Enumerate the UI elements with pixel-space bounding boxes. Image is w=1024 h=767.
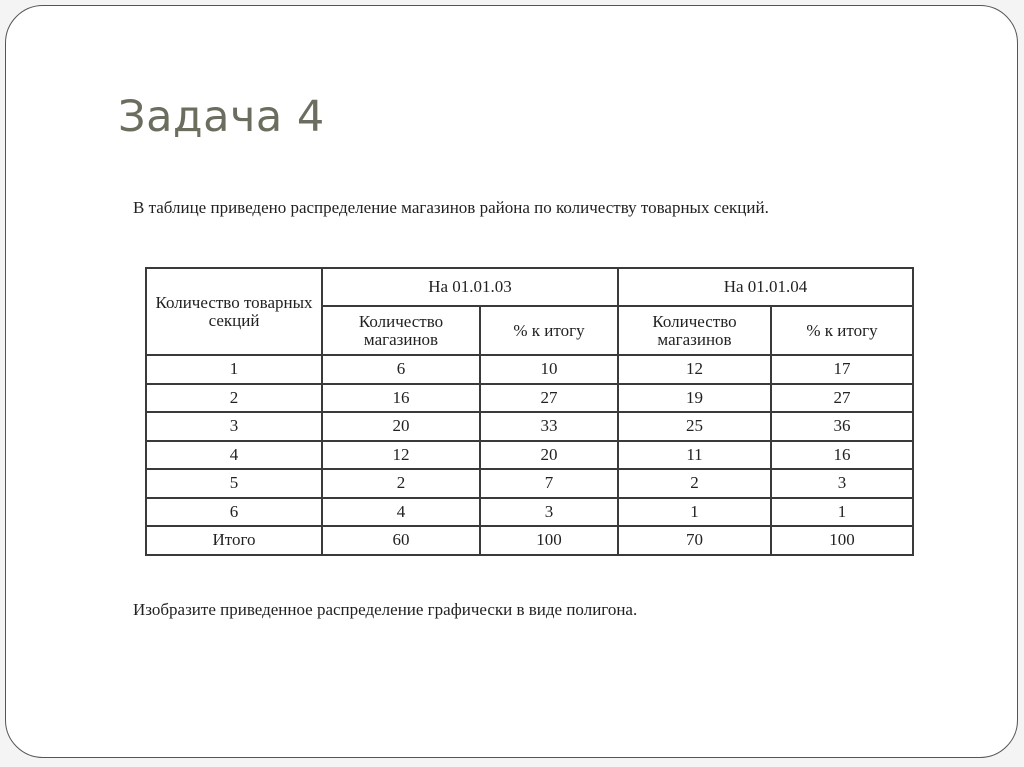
cell-count-2003: 4: [322, 498, 480, 527]
slide-title: Задача 4: [118, 92, 325, 142]
cell-pct-2003: 27: [480, 384, 618, 413]
cell-pct-2004: 27: [771, 384, 913, 413]
cell-sections: 6: [146, 498, 322, 527]
cell-count-2004: 11: [618, 441, 771, 470]
cell-pct-2004: 36: [771, 412, 913, 441]
cell-sections: 1: [146, 355, 322, 384]
cell-sections: 5: [146, 469, 322, 498]
intro-text: В таблице приведено распределение магазинов района по количеству товарных секций.: [133, 198, 769, 217]
task-text: Изобразите приведенное распределение графически в виде полигона.: [133, 600, 638, 619]
cell-sections: 4: [146, 441, 322, 470]
table-header-row: [146, 268, 913, 306]
header-pct-2004: % к итогу: [771, 306, 913, 355]
cell-count-2004: 19: [618, 384, 771, 413]
cell-total-label: Итого: [146, 526, 322, 555]
cell-total-pct-2003: 100: [480, 526, 618, 555]
distribution-table: [145, 267, 914, 556]
table-row: [146, 384, 913, 413]
cell-sections: 3: [146, 412, 322, 441]
cell-pct-2004: 1: [771, 498, 913, 527]
table-row: [146, 441, 913, 470]
header-group-2003: На 01.01.03: [322, 268, 618, 306]
table-row: [146, 469, 913, 498]
cell-pct-2003: 7: [480, 469, 618, 498]
cell-count-2004: 1: [618, 498, 771, 527]
cell-count-2003: 20: [322, 412, 480, 441]
cell-count-2004: 2: [618, 469, 771, 498]
cell-sections: 2: [146, 384, 322, 413]
cell-pct-2003: 10: [480, 355, 618, 384]
header-sections: Количество товарных секций: [146, 268, 322, 355]
cell-pct-2003: 20: [480, 441, 618, 470]
cell-pct-2004: 3: [771, 469, 913, 498]
cell-count-2004: 12: [618, 355, 771, 384]
cell-pct-2003: 3: [480, 498, 618, 527]
cell-count-2003: 12: [322, 441, 480, 470]
header-group-2004: На 01.01.04: [618, 268, 913, 306]
cell-pct-2004: 16: [771, 441, 913, 470]
cell-count-2003: 16: [322, 384, 480, 413]
cell-total-count-2004: 70: [618, 526, 771, 555]
table-row: [146, 355, 913, 384]
table-row: [146, 498, 913, 527]
header-pct-2003: % к итогу: [480, 306, 618, 355]
cell-total-count-2003: 60: [322, 526, 480, 555]
cell-pct-2004: 17: [771, 355, 913, 384]
cell-count-2004: 25: [618, 412, 771, 441]
cell-count-2003: 2: [322, 469, 480, 498]
cell-total-pct-2004: 100: [771, 526, 913, 555]
table-row: [146, 412, 913, 441]
cell-count-2003: 6: [322, 355, 480, 384]
cell-pct-2003: 33: [480, 412, 618, 441]
header-count-2003: Количество магазинов: [322, 306, 480, 355]
header-count-2004: Количество магазинов: [618, 306, 771, 355]
table-total-row: [146, 526, 913, 555]
